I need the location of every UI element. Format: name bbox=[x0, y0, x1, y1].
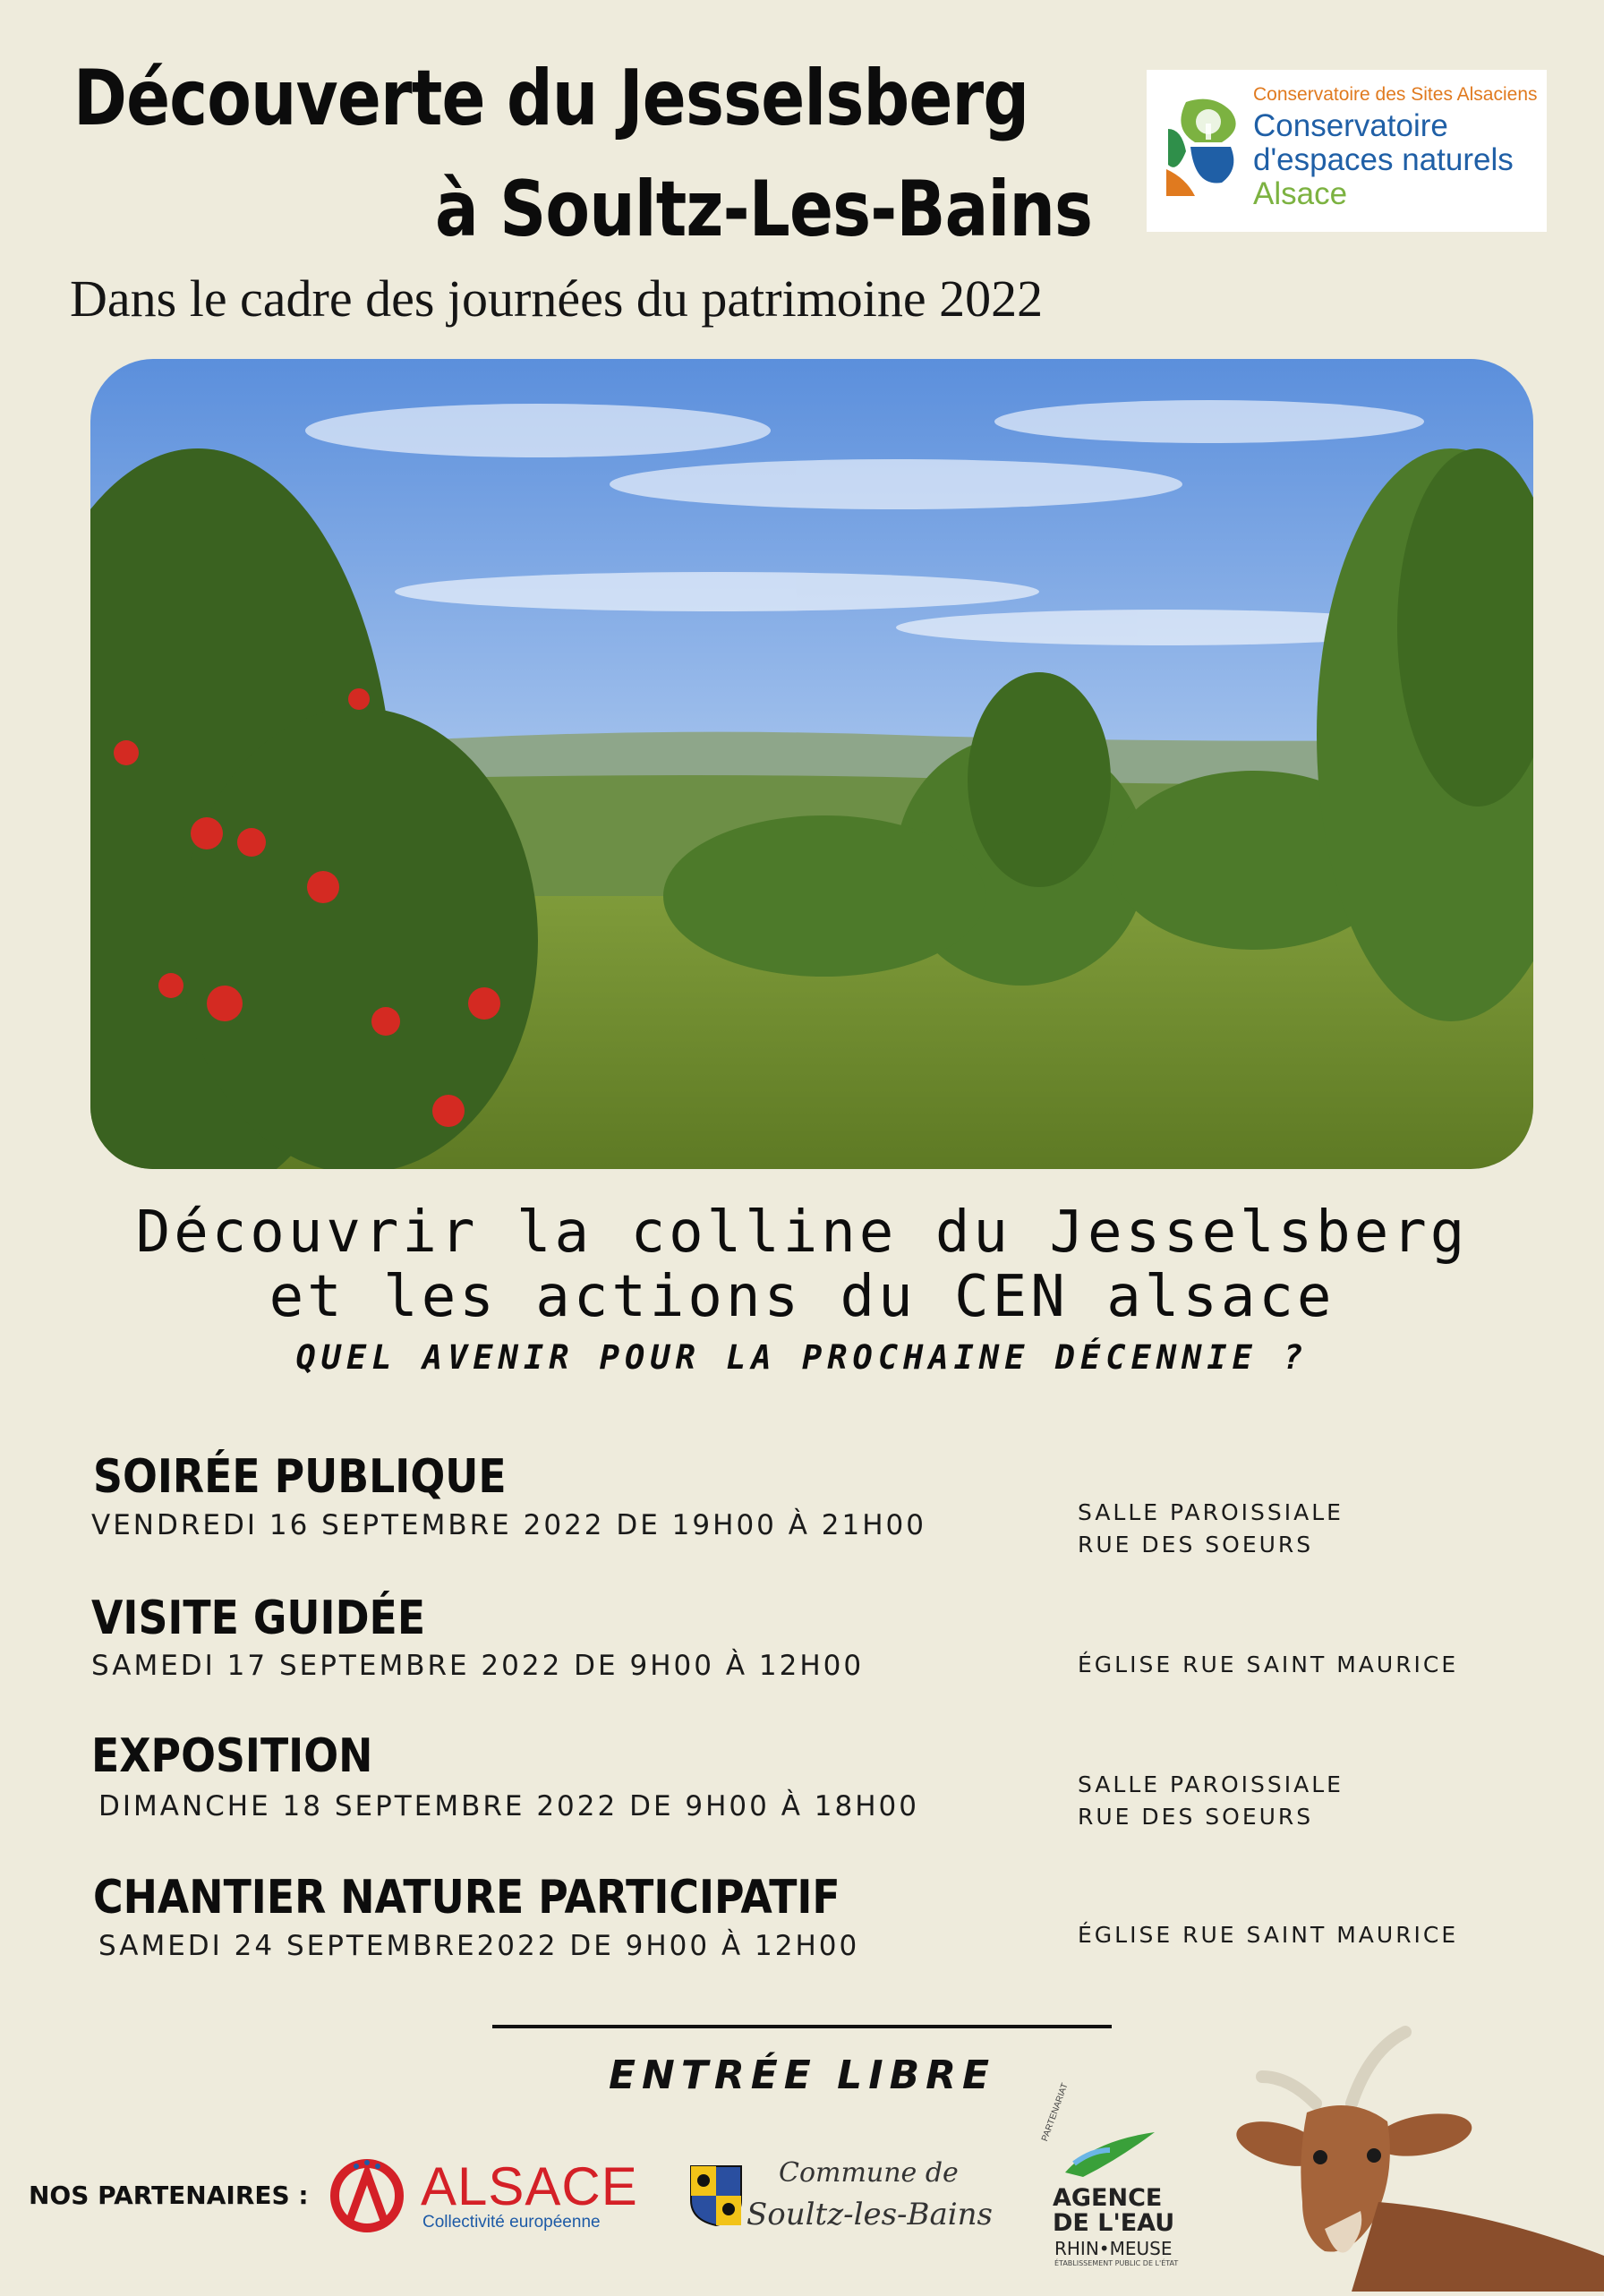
goat-image bbox=[1217, 2023, 1604, 2292]
intro-heading-line-2: et les actions du CEN alsace bbox=[269, 1264, 1335, 1330]
event-title: VISITE GUIDÉE bbox=[91, 1592, 426, 1645]
goat-illustration bbox=[1217, 2023, 1604, 2292]
cen-leaf-icon bbox=[1159, 93, 1249, 201]
agence-eau-logo bbox=[1038, 2081, 1182, 2283]
event-title: EXPOSITION bbox=[91, 1729, 373, 1783]
agence-partner: PARTENARIAT bbox=[1040, 2081, 1071, 2143]
alsace-logo bbox=[322, 2155, 638, 2236]
event-place-line-1: ÉGLISE RUE SAINT MAURICE bbox=[1078, 1652, 1459, 1677]
intro-question: QUEL AVENIR POUR LA PROCHAINE DÉCENNIE ? bbox=[295, 1338, 1309, 1377]
agence-line-2: DE L'EAU bbox=[1053, 2209, 1175, 2237]
commune-line-1: Commune de bbox=[779, 2157, 959, 2189]
landscape-photo bbox=[90, 359, 1533, 1169]
intro-heading-line-1: Découvrir la colline du Jesselsberg bbox=[135, 1199, 1469, 1266]
event-place-line-2: RUE DES SOEURS bbox=[1078, 1804, 1314, 1830]
partners-label: NOS PARTENAIRES : bbox=[29, 2181, 309, 2210]
coat-of-arms-icon bbox=[689, 2164, 743, 2227]
cen-alsace-logo bbox=[1147, 70, 1547, 232]
event-date: VENDREDI 16 SEPTEMBRE 2022 DE 19H00 À 21H00 bbox=[91, 1509, 927, 1541]
cen-line-1: Conservatoire bbox=[1253, 108, 1448, 143]
subtitle: Dans le cadre des journées du patrimoine 2022 bbox=[70, 269, 1044, 328]
commune-logo bbox=[689, 2157, 994, 2256]
entree-libre: ENTRÉE LIBRE bbox=[608, 2053, 996, 2098]
agence-line-4: ÉTABLISSEMENT PUBLIC DE L'ÉTAT bbox=[1054, 2259, 1179, 2267]
alsace-sub: Collectivité européenne bbox=[422, 2213, 601, 2232]
commune-line-2: Soultz-les-Bains bbox=[747, 2197, 994, 2232]
event-place-line-1: SALLE PAROISSIALE bbox=[1078, 1771, 1344, 1797]
event-place-line-2: RUE DES SOEURS bbox=[1078, 1532, 1314, 1558]
alsace-name: ALSACE bbox=[421, 2156, 638, 2216]
event-date: SAMEDI 17 SEPTEMBRE 2022 DE 9H00 À 12H00 bbox=[91, 1650, 865, 1682]
agence-wave-icon bbox=[1056, 2123, 1164, 2186]
event-place-line-1: ÉGLISE RUE SAINT MAURICE bbox=[1078, 1922, 1459, 1948]
divider bbox=[492, 2025, 1112, 2028]
event-title: SOIRÉE PUBLIQUE bbox=[93, 1450, 507, 1504]
cen-tagline: Conservatoire des Sites Alsaciens bbox=[1253, 84, 1538, 105]
alsace-a-icon bbox=[322, 2155, 412, 2236]
title-line-2: à Soultz-Les-Bains bbox=[435, 165, 1093, 254]
cen-line-2: d'espaces naturels bbox=[1253, 142, 1514, 177]
event-date: DIMANCHE 18 SEPTEMBRE 2022 DE 9H00 À 18H00 bbox=[98, 1790, 919, 1822]
cen-line-3: Alsace bbox=[1253, 176, 1348, 211]
landscape-illustration bbox=[90, 359, 1533, 1169]
agence-line-1: AGENCE bbox=[1053, 2184, 1163, 2212]
event-date: SAMEDI 24 SEPTEMBRE2022 DE 9H00 À 12H00 bbox=[98, 1930, 860, 1962]
event-place-line-1: SALLE PAROISSIALE bbox=[1078, 1499, 1344, 1525]
event-title: CHANTIER NATURE PARTICIPATIF bbox=[93, 1871, 840, 1925]
agence-line-3: RHIN•MEUSE bbox=[1054, 2238, 1173, 2259]
title-line-1: Découverte du Jesselsberg bbox=[73, 54, 1029, 143]
